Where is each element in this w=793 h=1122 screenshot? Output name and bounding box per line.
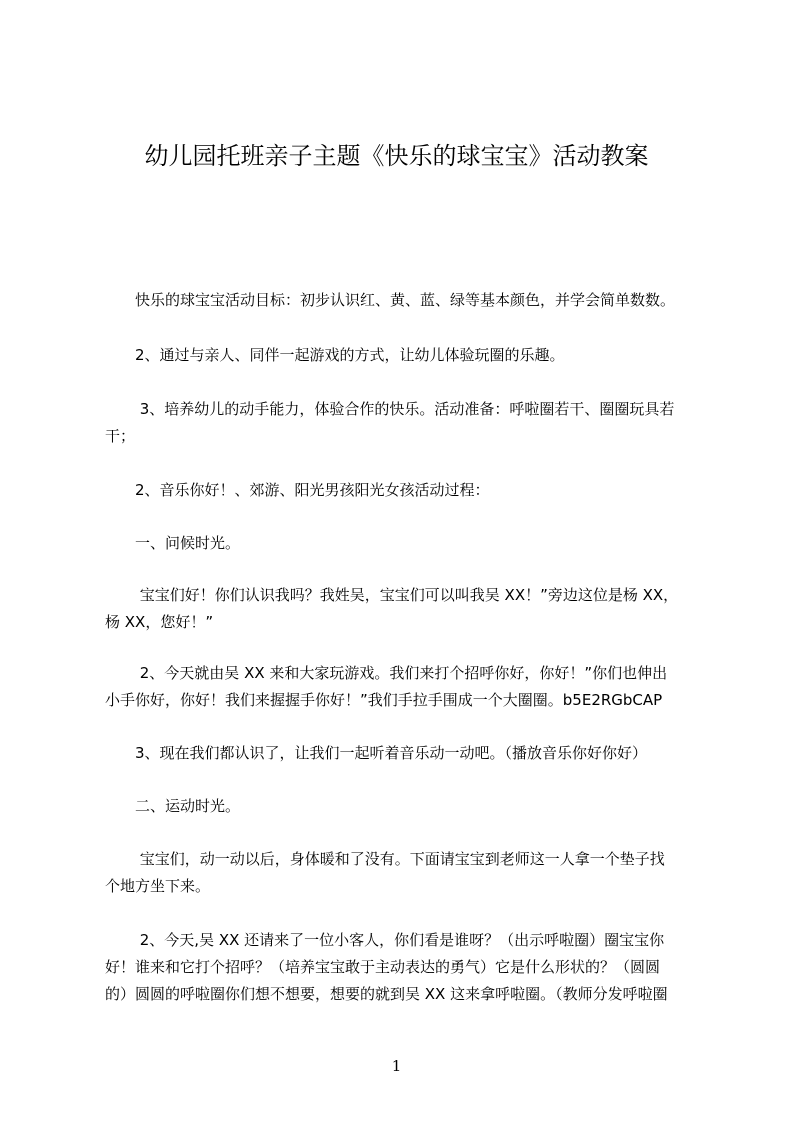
section-heading-greeting <box>105 530 715 557</box>
paragraph-greeting-2 <box>105 660 715 714</box>
text-line: 3、现在我们都认识了，让我们一起听着音乐动一动吧。（播放音乐你好你好） <box>105 744 648 762</box>
text-line: 好！谁来和它打个招呼？（培养宝宝敢于主动表达的勇气）它是什么形状的？（圆圆 <box>105 958 661 976</box>
text-line: 3、培养幼儿的动手能力，体验合作的快乐。活动准备：呼啦圈若干、圈圈玩具若 <box>105 400 675 418</box>
paragraph-greeting <box>105 582 715 636</box>
paragraph-exercise-2 <box>105 927 715 1008</box>
text-line: 小手你好，你好！我们来握握手你好！”我们手拉手围成一个大圈圈。b5E2RGbCAP <box>105 691 663 709</box>
text-line: 二、运动时光。 <box>105 797 241 815</box>
paragraph-exercise <box>105 846 715 900</box>
text-line: 2、通过与亲人、同伴一起游戏的方式，让幼儿体验玩圈的乐趣。 <box>105 346 565 364</box>
paragraph-goal-3 <box>105 396 715 450</box>
text-line: 宝宝们，动一动以后，身体暖和了没有。下面请宝宝到老师这一人拿一个垫子找 <box>105 850 665 868</box>
paragraph-goal-2 <box>105 342 715 369</box>
paragraph-goals <box>105 287 715 314</box>
text-line: 个地方坐下来。 <box>105 877 211 895</box>
paragraph-greeting-3 <box>105 740 715 767</box>
section-heading-exercise <box>105 793 715 820</box>
paragraph-preparation <box>105 477 715 504</box>
text-line: 2、今天就由吴 XX 来和大家玩游戏。我们来打个招呼你好，你好！”你们也伸出 <box>105 664 668 682</box>
text-line: 干； <box>105 427 136 445</box>
page-number: 1 <box>391 1057 402 1075</box>
text-line: 一、问候时光。 <box>105 534 241 552</box>
text-line: 2、今天,吴 XX 还请来了一位小客人，你们看是谁呀？（出示呼啦圈）圈宝宝你 <box>105 931 665 949</box>
text-line: 2、音乐你好！、郊游、阳光男孩阳光女孩活动过程： <box>105 481 490 499</box>
text-line: 杨 XX，您好！” <box>105 613 214 631</box>
text-line: 的）圆圆的呼啦圈你们想不想要，想要的就到吴 XX 这来拿呼啦圈。（教师分发呼啦圈 <box>105 985 668 1003</box>
document-title: 幼儿园托班亲子主题《快乐的球宝宝》活动教案 <box>144 142 649 170</box>
text-line: 宝宝们好！你们认识我吗？我姓吴，宝宝们可以叫我吴 XX！”旁边这位是杨 XX， <box>105 586 679 604</box>
text-line: 快乐的球宝宝活动目标：初步认识红、黄、蓝、绿等基本颜色，并学会简单数数。 <box>105 291 676 309</box>
